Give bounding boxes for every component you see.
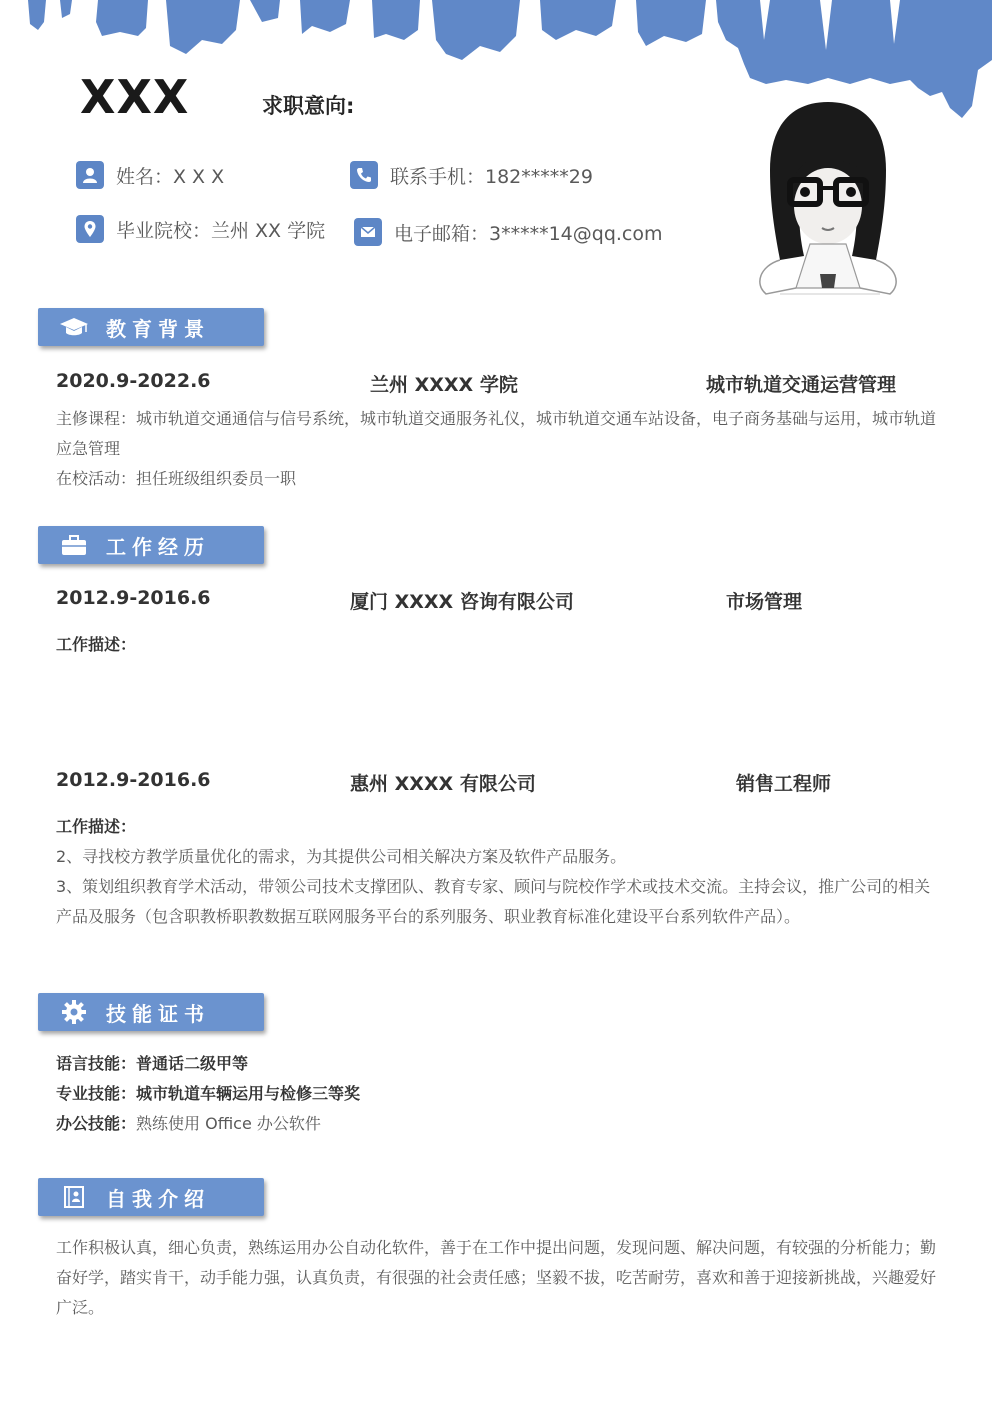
contact-email-text: 电子邮箱：3*****14@qq.com <box>394 222 663 245</box>
education-courses: 主修课程：城市轨道交通通信与信号系统，城市轨道交通服务礼仪，城市轨道交通车站设备，电子商务基础与运用，城市轨道应急管理 <box>56 409 937 458</box>
section-title-work: 工作经历 <box>106 534 210 559</box>
education-period: 2020.9-2022.6 <box>56 370 211 392</box>
gear-icon <box>56 994 92 1030</box>
graduation-cap-icon <box>56 309 92 345</box>
work-desc-line: 2、寻找校方教学质量优化的需求，为其提供公司相关解决方案及软件产品服务。 <box>56 847 627 866</box>
work-period: 2012.9-2016.6 <box>56 769 211 791</box>
contact-name <box>76 161 224 189</box>
contact-school-text: 毕业院校：兰州 XX 学院 <box>116 219 326 242</box>
work-period: 2012.9-2016.6 <box>56 587 211 609</box>
work-company: 厦门 XXXX 咨询有限公司 <box>350 591 574 613</box>
contact-phone-text: 联系手机：182*****29 <box>390 165 593 188</box>
education-activities: 在校活动：担任班级组织委员一职 <box>56 469 297 488</box>
briefcase-icon <box>56 527 92 563</box>
phone-icon <box>350 161 378 189</box>
skill-value: 普通话二级甲等 <box>136 1054 249 1073</box>
skill-value: 城市轨道车辆运用与检修三等奖 <box>136 1084 361 1103</box>
contact-school <box>76 215 325 243</box>
contact-email <box>354 218 663 246</box>
work-role: 市场管理 <box>726 591 803 613</box>
avatar <box>740 88 916 312</box>
mail-icon <box>354 218 382 246</box>
job-intent-label: 求职意向: <box>262 94 355 118</box>
education-major: 城市轨道交通运营管理 <box>706 374 897 396</box>
skill-label: 语言技能： <box>56 1054 137 1073</box>
work-role: 销售工程师 <box>736 773 832 795</box>
work-desc-label: 工作描述： <box>56 635 137 654</box>
section-title-education: 教育背景 <box>106 316 210 341</box>
self-intro-text: 工作积极认真，细心负责，熟练运用办公自动化软件，善于在工作中提出问题，发现问题、解决问题，有较强的分析能力；勤奋好学，踏实肯干，动手能力强，认真负责，有很强的社会责任感；坚毅不拔，吃苦耐劳，喜欢和善于迎接新挑战，兴趣爱好广泛。 <box>56 1238 937 1317</box>
work-desc-line: 3、策划组织教育学术活动，带领公司技术支撑团队、教育专家、顾问与院校作学术或技术交流。主持会议，推广公司的相关产品及服务（包含职教桥职教数据互联网服务平台的系列服务、职业教育标准化建设平台系列软件产品）。 <box>56 877 931 926</box>
contact-phone <box>350 161 593 189</box>
user-icon <box>76 161 104 189</box>
skill-label: 办公技能： <box>56 1114 137 1133</box>
section-title-skills: 技能证书 <box>106 1001 210 1026</box>
education-school: 兰州 XXXX 学院 <box>370 374 518 396</box>
section-header-work <box>38 526 264 564</box>
section-header-education <box>38 308 264 346</box>
skill-item <box>56 1079 946 1109</box>
contact-name-text: 姓名：X X X <box>116 165 225 188</box>
work-company: 惠州 XXXX 有限公司 <box>350 773 536 795</box>
work-desc-label: 工作描述： <box>56 817 137 836</box>
candidate-name: XXX <box>80 70 190 124</box>
section-header-intro <box>38 1178 264 1216</box>
section-header-skills <box>38 993 264 1031</box>
skill-label: 专业技能： <box>56 1084 137 1103</box>
section-title-intro: 自我介绍 <box>106 1186 210 1211</box>
location-icon <box>76 215 104 243</box>
skill-item <box>56 1049 946 1079</box>
skill-item <box>56 1109 946 1139</box>
profile-book-icon <box>56 1179 92 1215</box>
skill-value: 熟练使用 Office 办公软件 <box>136 1114 321 1133</box>
